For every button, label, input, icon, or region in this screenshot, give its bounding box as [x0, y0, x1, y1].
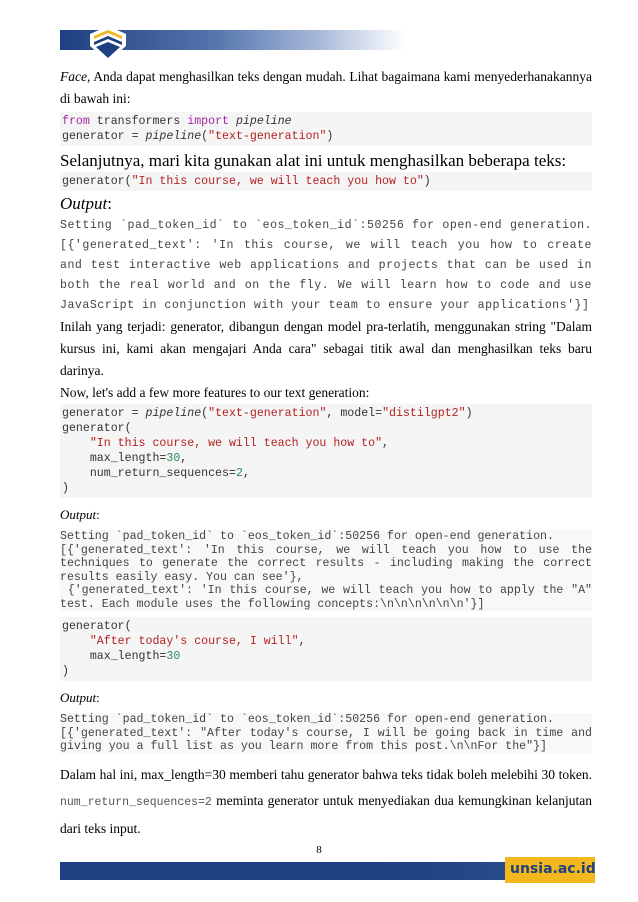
- code-text: ): [423, 175, 431, 188]
- output-colon: :: [107, 194, 112, 213]
- function-name: pipeline: [145, 130, 202, 143]
- code-block-after-today: [60, 617, 592, 681]
- code-text: generator(: [62, 422, 132, 435]
- code-number: 30: [166, 452, 181, 465]
- paragraph-explanation: Inilah yang terjadi: generator, dibangun dengan model pra-terlatih, menggunakan string "Dalam kursus ini, kami akan mengajari Anda cara" sebagai titik awal dan menghasilkan teks baru darinya.: [60, 319, 592, 378]
- code-block-import: [60, 112, 592, 146]
- keyword-import: import: [187, 115, 229, 128]
- function-name: pipeline: [229, 115, 292, 128]
- output-text-3: Setting `pad_token_id` to `eos_token_id`:50256 for open-end generation. [{'generated_text': "After today's course, I will be going back in time and giving you a full list as you learn more from this post.\n\nFor the"}]: [60, 713, 592, 753]
- code-string: "After today's course, I will": [62, 635, 299, 648]
- code-text: ): [62, 482, 69, 495]
- code-number: 2: [235, 467, 243, 480]
- code-number: 30: [166, 650, 181, 663]
- output-label-text: Output: [60, 690, 97, 705]
- code-string: "text-generation": [208, 407, 327, 420]
- footer-site-label: unsia.ac.id: [510, 861, 596, 877]
- paragraph-max-length: [60, 762, 592, 842]
- paragraph-text: Dalam hal ini, max_length=30 memberi tahu generator bahwa teks tidak boleh melebihi 30 token.: [60, 766, 592, 782]
- code-text: max_length=: [62, 650, 167, 663]
- code-text: generator(: [62, 175, 132, 188]
- intro-paragraph: [60, 66, 592, 110]
- inline-code: num_return_sequences=2: [60, 795, 212, 809]
- code-text: ,: [298, 635, 306, 648]
- code-text: generator =: [62, 407, 146, 420]
- intro-text: , Anda dapat menghasilkan teks dengan mudah. Lihat bagaimana kami menyederhanakannya di bawah ini:: [60, 69, 592, 106]
- output-label: [60, 193, 592, 215]
- output-label-text: Output: [60, 507, 97, 522]
- footer-band: [60, 862, 580, 880]
- code-text: generator(: [62, 620, 132, 633]
- code-string: "distilgpt2": [382, 407, 466, 420]
- output-label-text: Output: [60, 194, 108, 213]
- keyword-from: from: [62, 115, 90, 128]
- output-colon: :: [96, 507, 100, 522]
- code-text: ): [326, 130, 334, 143]
- output-label-3: [60, 687, 592, 709]
- code-text: ,: [242, 467, 250, 480]
- code-block-distilgpt2: [60, 404, 592, 498]
- code-string: "In this course, we will teach you how to": [62, 437, 383, 450]
- page-number: 8: [316, 844, 322, 856]
- code-text: (: [201, 130, 209, 143]
- function-name: pipeline: [145, 407, 202, 420]
- paragraph-features: Now, let's add a few more features to our text generation:: [60, 385, 370, 400]
- output-colon: :: [96, 690, 100, 705]
- intro-italic: Face: [60, 69, 87, 84]
- module-name: transformers: [89, 115, 188, 128]
- code-text: generator =: [62, 130, 146, 143]
- output-text-2: Setting `pad_token_id` to `eos_token_id`:50256 for open-end generation. [{'generated_text': 'In this course, we will teach you how to use the techniques to generate the correct results - including making the correct results easily easy. You can see'}, {'generated_text': 'In this course, we will teach you how to apply the "A" test. Each module uses the following concepts:\n\n\n\n\n\n'}]: [60, 530, 592, 611]
- code-text: num_return_sequences=: [62, 467, 236, 480]
- code-text: , model=: [326, 407, 383, 420]
- code-string: "text-generation": [208, 130, 327, 143]
- section-heading: Selanjutnya, mari kita gunakan alat ini untuk menghasilkan beberapa teks:: [60, 151, 567, 170]
- code-string: "In this course, we will teach you how to": [131, 175, 424, 188]
- code-text: ): [62, 665, 69, 678]
- code-text: (: [201, 407, 209, 420]
- code-text: ,: [180, 452, 188, 465]
- unsia-shield-logo: [86, 24, 130, 64]
- output-text-1: Setting `pad_token_id` to `eos_token_id`:50256 for open-end generation. [{'generated_text': 'In this course, we will teach you how to create and test interactive web applications and projects that can be used in both the real world and on the fly. We will learn how to code and use JavaScript in conjunction with your team to ensure your applications'}]: [60, 219, 592, 312]
- code-text: ): [465, 407, 473, 420]
- page-content: [60, 66, 592, 842]
- code-text: max_length=: [62, 452, 167, 465]
- output-label-2: [60, 504, 592, 526]
- paragraph-text: meminta generator untuk menyediakan dua kemungkinan kelanjutan dari teks input.: [60, 792, 592, 836]
- code-text: ,: [382, 437, 390, 450]
- code-block-generate: [60, 172, 592, 191]
